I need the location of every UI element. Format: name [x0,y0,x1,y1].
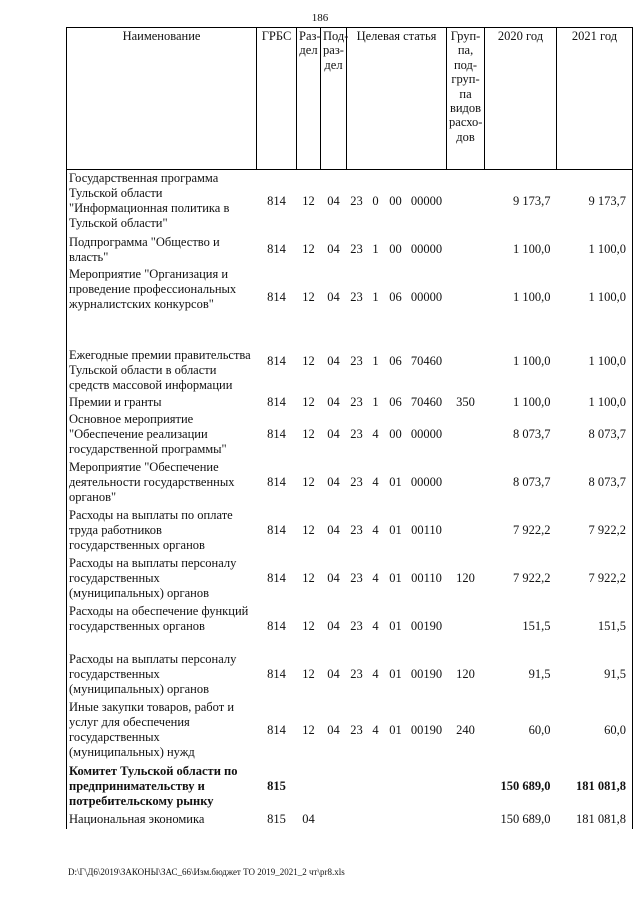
row-expense-group [447,603,485,651]
row-razdel: 12 [302,723,315,737]
row-name: Мероприятие "Организация и проведение профессиональных журналистских конкурсов" [67,266,257,330]
header-podrazdel: Под-раз-дел [321,28,347,170]
row-target-direction [407,763,447,811]
row-podrazdel: 04 [327,723,340,737]
table-row [67,651,633,699]
row-razdel: 12 [302,194,315,209]
row-razdel: 12 [302,571,315,585]
row-target-direction: 00190 [410,619,443,633]
row-target-subprogram: 4 [372,571,379,585]
row-target-program: 23 [350,667,363,681]
row-podrazdel: 04 [327,667,340,681]
row-target-direction: 70460 [410,394,443,409]
table-row [67,699,633,763]
row-amount-2021: 9 173,7 [557,170,633,234]
row-razdel: 12 [302,523,315,537]
table-row [67,555,633,603]
row-name: Основное мероприятие "Обеспечение реализации государственной программы" [67,411,257,459]
row-grbs: 814 [267,523,286,537]
row-target-event: 01 [389,723,402,737]
row-expense-group [447,411,485,459]
row-amount-2020: 1 100,0 [513,242,551,256]
row-target-direction: 00000 [410,427,443,441]
row-expense-group: 240 [456,723,475,737]
row-target-subprogram [367,763,385,811]
row-target-event: 06 [389,394,402,409]
row-target-direction [407,811,447,829]
row-target-subprogram: 4 [372,475,379,489]
row-amount-2021: 1 100,0 [557,234,633,266]
row-amount-2020: 1 100,0 [513,354,551,368]
row-amount-2021: 181 081,8 [557,811,633,829]
row-target-subprogram: 4 [372,723,379,737]
row-amount-2020: 8 073,7 [513,475,551,489]
table-row [67,170,633,234]
row-podrazdel: 04 [327,290,340,304]
row-grbs: 814 [267,354,286,368]
row-target-subprogram: 1 [372,290,379,304]
row-grbs: 814 [267,290,286,304]
row-target-direction: 00000 [410,290,443,304]
row-amount-2020: 60,0 [528,723,551,737]
row-target-event [385,811,407,829]
row-target-event: 00 [389,242,402,256]
row-target-event: 01 [389,667,402,681]
row-target-subprogram: 4 [372,619,379,633]
row-razdel: 12 [302,394,315,409]
row-expense-group [447,170,485,234]
row-target-event: 06 [389,290,402,304]
page-number: 186 [311,12,329,24]
row-amount-2020: 151,5 [522,619,551,633]
header-2020: 2020 год [485,28,557,170]
row-target-subprogram: 4 [372,667,379,681]
row-podrazdel: 04 [327,475,340,489]
row-amount-2021: 1 100,0 [557,330,633,394]
row-podrazdel: 04 [327,619,340,633]
row-name: Расходы на выплаты персоналу государственных (муниципальных) органов [67,555,257,603]
row-expense-group [447,811,485,829]
row-amount-2020: 9 173,7 [513,194,551,209]
row-name: Государственная программа Тульской области "Информационная политика в Тульской области" [67,170,257,234]
row-podrazdel: 04 [327,354,340,368]
row-name: Расходы на выплаты персоналу государственных (муниципальных) органов [67,651,257,699]
header-2021: 2021 год [557,28,633,170]
table-row [67,459,633,507]
row-amount-2020: 8 073,7 [513,427,551,441]
row-amount-2021: 181 081,8 [557,763,633,811]
row-razdel: 12 [302,667,315,681]
row-target-event [385,763,407,811]
row-amount-2020: 150 689,0 [500,812,551,826]
row-expense-group: 350 [456,394,475,409]
table-row [67,763,633,811]
row-target-subprogram: 1 [372,242,379,256]
row-razdel [297,763,321,811]
row-target-direction: 00190 [410,723,443,737]
row-amount-2021: 8 073,7 [557,459,633,507]
table-row [67,411,633,459]
row-podrazdel: 04 [327,242,340,256]
row-target-subprogram [367,811,385,829]
row-amount-2021: 7 922,2 [557,555,633,603]
row-target-subprogram: 4 [372,523,379,537]
row-target-event: 01 [389,475,402,489]
row-grbs: 814 [267,723,286,737]
row-target-event: 06 [389,354,402,368]
row-grbs: 814 [267,619,286,633]
row-target-program: 23 [350,723,363,737]
row-expense-group [447,459,485,507]
row-podrazdel: 04 [327,571,340,585]
row-name: Расходы на обеспечение функций государственных органов [67,603,257,651]
row-grbs: 815 [267,812,286,826]
table-row [67,507,633,555]
row-target-subprogram: 1 [372,394,379,409]
row-target-program: 23 [350,427,363,441]
row-expense-group: 120 [456,571,475,585]
row-podrazdel: 04 [327,427,340,441]
table-row [67,811,633,829]
row-amount-2021: 91,5 [557,651,633,699]
row-amount-2021: 7 922,2 [557,507,633,555]
row-amount-2020: 150 689,0 [500,779,551,793]
row-grbs: 814 [267,427,286,441]
row-amount-2020: 91,5 [528,667,551,681]
header-razdel: Раз-дел [297,28,321,170]
row-name: Национальная экономика [67,811,257,829]
row-grbs: 814 [267,667,286,681]
row-podrazdel: 04 [327,523,340,537]
row-name: Расходы на выплаты по оплате труда работников государственных органов [67,507,257,555]
row-target-event: 01 [389,523,402,537]
row-razdel: 12 [302,619,315,633]
row-expense-group [447,234,485,266]
row-podrazdel: 04 [327,394,340,409]
header-grbs: ГРБС [257,28,297,170]
row-razdel: 12 [302,290,315,304]
header-group: Груп-па, под-груп-па видов расхо-дов [447,28,485,170]
header-target: Целевая статья [347,28,447,170]
table-row [67,603,633,651]
row-target-program: 23 [350,354,363,368]
row-grbs: 814 [267,194,286,209]
row-podrazdel [321,811,347,829]
row-amount-2020: 7 922,2 [513,523,551,537]
row-name: Комитет Тульской области по предпринимательству и потребительскому рынку [67,763,257,811]
row-target-direction: 00110 [411,523,442,537]
row-grbs: 814 [267,242,286,256]
table-row [67,330,633,394]
row-target-event: 01 [389,619,402,633]
table-row [67,394,633,411]
row-amount-2020: 1 100,0 [513,290,551,304]
row-target-program [347,811,367,829]
row-amount-2021: 151,5 [557,603,633,651]
row-target-direction: 00000 [410,242,443,256]
row-target-event: 01 [389,571,402,585]
row-grbs: 814 [267,475,286,489]
row-name: Ежегодные премии правительства Тульской области в области средств массовой информации [67,330,257,394]
row-amount-2021: 1 100,0 [557,266,633,330]
row-razdel: 12 [302,475,315,489]
row-target-program [347,763,367,811]
row-grbs: 814 [267,571,286,585]
row-target-program: 23 [350,290,363,304]
row-podrazdel [321,763,347,811]
table-row [67,266,633,330]
row-target-direction: 00110 [411,571,442,585]
row-expense-group: 120 [456,667,475,681]
row-amount-2020: 7 922,2 [513,571,551,585]
row-target-program: 23 [350,619,363,633]
file-path-footer: D:\Г\Д6\2019\ЗАКОНЫ\ЗАС_66\Изм.бюджет ТО 2019_2021_2 чт\pr8.xls [68,867,345,877]
header-name: Наименование [67,28,257,170]
row-amount-2021: 8 073,7 [557,411,633,459]
row-expense-group [447,266,485,330]
row-razdel: 12 [302,427,315,441]
row-target-program: 23 [350,523,363,537]
row-expense-group [447,763,485,811]
row-amount-2020: 1 100,0 [513,394,551,409]
row-grbs: 815 [267,779,286,793]
table-row [67,234,633,266]
row-razdel: 12 [302,354,315,368]
row-expense-group [447,507,485,555]
row-name: Премии и гранты [67,394,257,411]
row-target-direction: 00190 [410,667,443,681]
row-target-program: 23 [350,475,363,489]
row-target-subprogram: 1 [372,354,379,368]
row-grbs: 814 [267,394,286,409]
row-target-program: 23 [350,571,363,585]
row-name: Мероприятие "Обеспечение деятельности государственных органов" [67,459,257,507]
row-amount-2021: 1 100,0 [557,394,633,411]
row-razdel: 04 [302,812,315,826]
row-name: Иные закупки товаров, работ и услуг для обеспечения государственных (муниципальных) нужд [67,699,257,763]
row-target-program: 23 [350,194,363,209]
row-target-direction: 00000 [410,194,443,209]
row-amount-2021: 60,0 [557,699,633,763]
row-target-direction: 00000 [410,475,443,489]
row-target-event: 00 [389,427,402,441]
row-podrazdel: 04 [327,194,340,209]
row-target-program: 23 [350,242,363,256]
row-razdel: 12 [302,242,315,256]
row-target-direction: 70460 [410,354,443,368]
row-name: Подпрограмма "Общество и власть" [67,234,257,266]
row-target-subprogram: 0 [372,194,379,209]
budget-table [66,27,633,829]
header-row [67,28,633,170]
row-target-event: 00 [389,194,402,209]
row-expense-group [447,330,485,394]
row-target-subprogram: 4 [372,427,379,441]
row-target-program: 23 [350,394,363,409]
